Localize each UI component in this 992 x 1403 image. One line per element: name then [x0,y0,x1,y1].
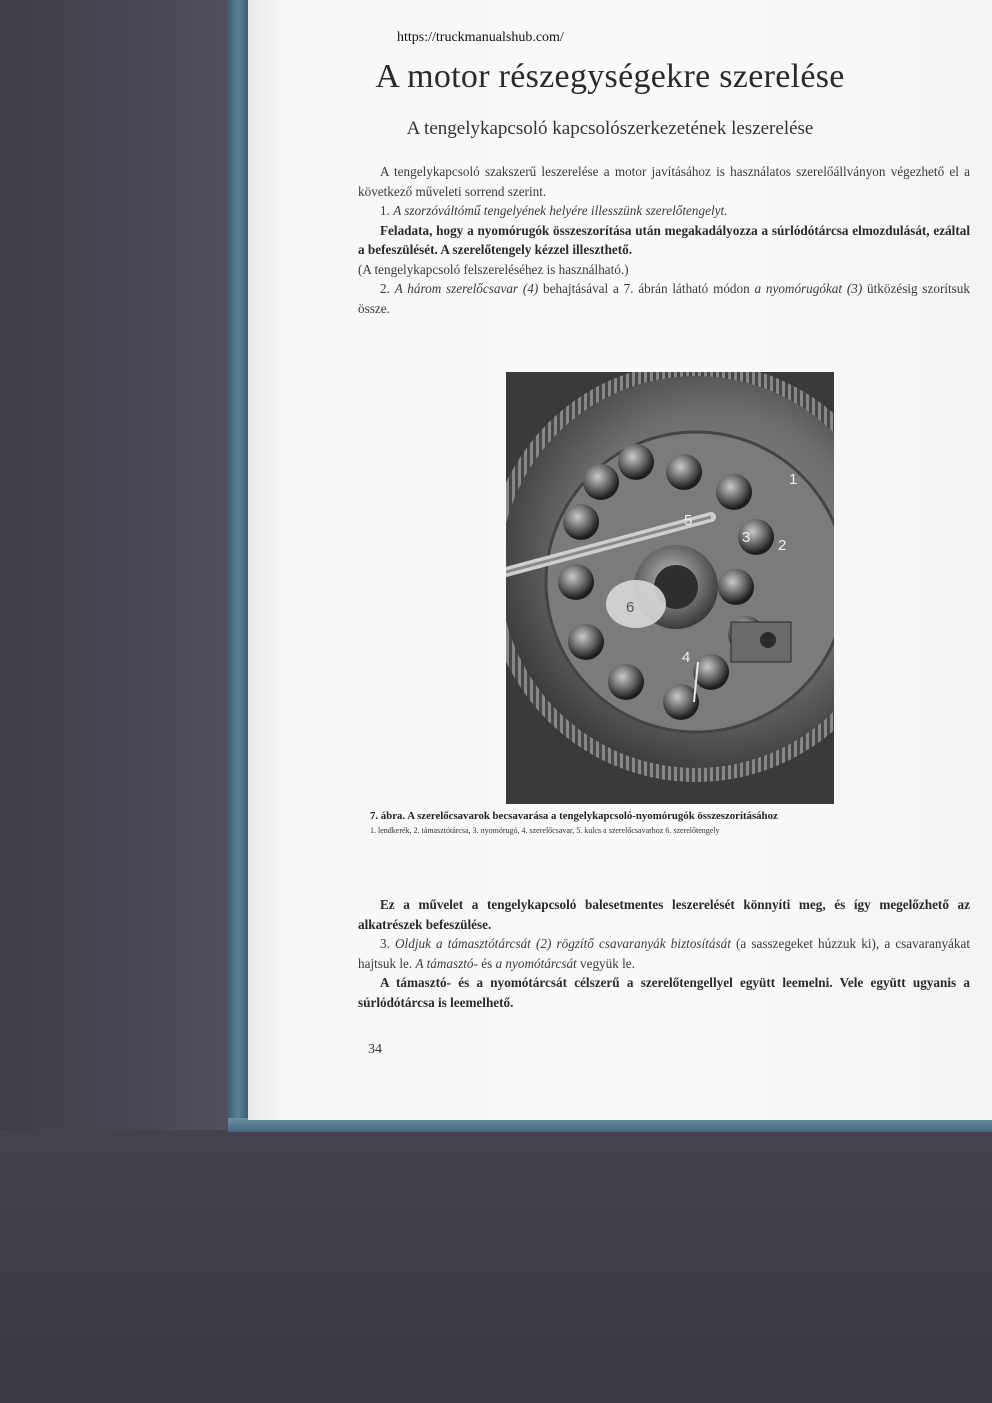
bracket [731,622,791,662]
step-1-explanation: Feladata, hogy a nyomórugók összeszorítása után megakadályozza a súrlódótárcsa elmozdulását, ezáltal a befeszülését. A szerelőtengely kézzel illeszthető. [358,222,970,257]
clutch-photo [506,372,834,804]
step-1 [358,201,970,221]
step-3-italic-1: Oldjuk a támasztótárcsát (2) rögzítő csavaranyák biztosítását [395,936,731,951]
intro-paragraph: A tengelykapcsoló szakszerű leszerelése a motor javításához is használatos szerelőállványon végezhető el a következő műveleti sorrend szerint. [358,164,970,199]
figure-caption [370,810,970,835]
step-2 [358,279,970,318]
step-3-text-2: és [477,955,496,971]
section-title: A tengelykapcsoló kapcsolószerkezetének leszerelése [406,118,814,139]
step-3-text-3: vegyük le. [576,955,635,971]
page-number: 34 [368,1042,382,1057]
figure-caption-title: 7. ábra. A szerelőcsavarok becsavarása a tengelykapcsoló-nyomórugók összeszorításához [370,810,778,822]
book-edge [228,1118,992,1132]
figure-label-6: 6 [626,599,635,616]
intro-section [358,162,970,318]
final-paragraph: A támasztó- és a nyomótárcsát célszerű a szerelőtengellyel együtt leemelni. Vele együtt ugyanis a súrlódótárcsa is leemelhető. [358,975,970,1010]
step-2-text-1: behajtásával a 7. ábrán látható módon [538,281,755,296]
step-1-number: 1. [380,203,390,218]
figure-label-3: 3 [742,529,751,546]
mounting-shaft [606,580,666,628]
figure-label-2: 2 [778,537,787,554]
figure-label-4: 4 [682,649,691,666]
figure-label-1: 1 [789,471,798,488]
continuation-section [358,895,970,1012]
safety-paragraph: Ez a művelet a tengelykapcsoló balesetmentes leszerelését könnyíti meg, és így megelőzhető az alkatrészek befeszülése. [358,897,970,932]
step-3 [358,934,970,973]
background-bottom [0,1130,992,1403]
step-3-text-1: (a sasszegeket húzzuk ki), a csavaranyákat hajtsuk le. [358,936,970,971]
step-3-italic-3: a nyomótárcsát [495,955,577,971]
step-2-italic-2: a nyomórugókat (3) [754,281,863,296]
step-2-text-2: ütközésig szorítsuk össze. [358,281,970,316]
step-2-italic-1: A három szerelőcsavar (4) [394,281,539,296]
book-spine [228,0,248,1130]
step-1-instruction: A szorzóváltómű tengelyének helyére illesszünk szerelőtengelyt. [393,203,728,218]
figure-caption-legend: 1. lendkerék, 2. támasztótárcsa, 3. nyomórugó, 4. szerelőcsavar, 5. kulcs a szerelőcsavarhoz 6. szerelőtengely [370,826,720,835]
step-1-note: (A tengelykapcsoló felszereléséhez is használható.) [358,261,629,277]
source-url: https://truckmanualshub.com/ [397,30,564,45]
page-title: A motor részegységekre szerelése [375,58,845,95]
step-3-number: 3. [380,936,390,951]
figure-label-5: 5 [684,512,693,529]
step-2-number: 2. [380,281,390,296]
step-3-italic-2: A támasztó- [415,955,478,971]
